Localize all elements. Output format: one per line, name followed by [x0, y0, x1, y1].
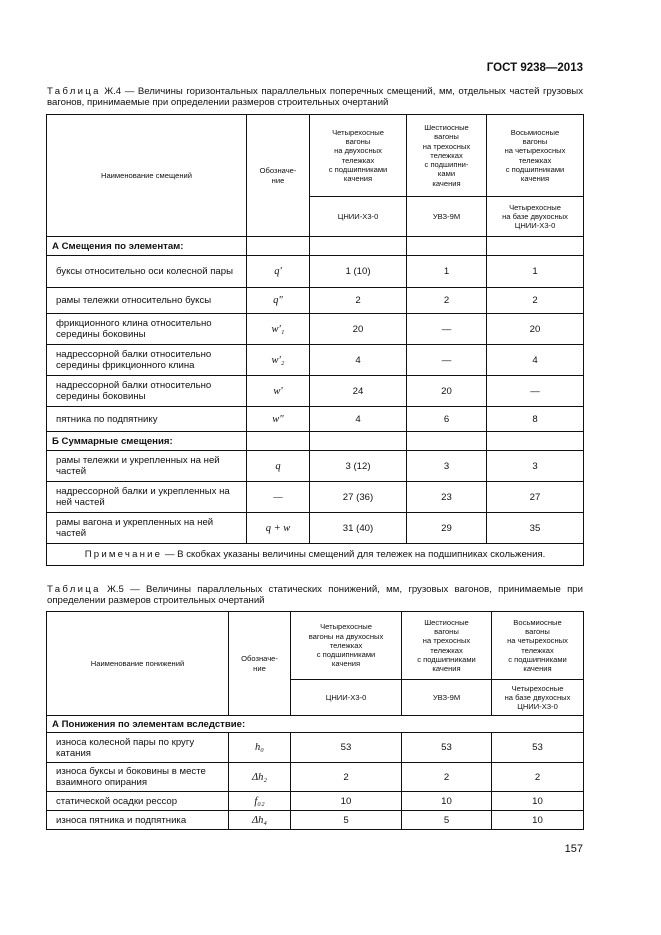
table-zh4: [46, 114, 584, 566]
row-value-1: 3 (12): [310, 451, 407, 482]
row-symbol: Δh₄: [229, 811, 291, 830]
row-value-2: 29: [407, 513, 487, 544]
row-symbol: —: [247, 482, 310, 513]
row-value-2: 53: [402, 733, 492, 763]
row-name: надрессорной балки относительно середины боковины: [47, 376, 247, 407]
row-value-3: 3: [487, 451, 584, 482]
table-row: [47, 256, 584, 288]
row-name: буксы относительно оси колесной пары: [47, 256, 247, 288]
table-row: [47, 376, 584, 407]
caption-label: Таблица: [47, 86, 101, 97]
table4-caption: [47, 86, 583, 108]
header-col3: Восьмиосные вагоны на четырехосных тележках с подшипниками качения: [487, 115, 584, 197]
subheader-col2: УВЗ-9М: [402, 680, 492, 716]
row-value-1: 31 (40): [310, 513, 407, 544]
row-symbol: q": [247, 288, 310, 314]
row-value-1: 4: [310, 407, 407, 432]
row-name: износа колесной пары по кругу катания: [47, 733, 229, 763]
row-name: фрикционного клина относительно середины боковины: [47, 314, 247, 345]
section-b: Б Суммарные смещения:: [47, 432, 247, 451]
page-number: 157: [564, 843, 583, 855]
subheader-col3: Четырехосные на базе двухосных ЦНИИ-Х3-0: [487, 197, 584, 237]
row-name: надрессорной балки относительно середины фрикционного клина: [47, 345, 247, 376]
row-value-2: 6: [407, 407, 487, 432]
section-a: А Смещения по элементам:: [47, 237, 247, 256]
row-value-3: 1: [487, 256, 584, 288]
row-value-2: 1: [407, 256, 487, 288]
header-col1: Четырехосные вагоны на двухосных тележках с подшипниками качения: [291, 612, 402, 680]
subheader-col1: ЦНИИ-Х3-0: [291, 680, 402, 716]
table-row: [47, 513, 584, 544]
header-col1: Четырехосные вагоны на двухосных тележках с подшипниками качения: [310, 115, 407, 197]
row-value-2: 3: [407, 451, 487, 482]
row-name: рамы тележки и укрепленных на ней частей: [47, 451, 247, 482]
table-row: [47, 451, 584, 482]
table-note: [47, 544, 584, 566]
subheader-col3: Четырехосные на базе двухосных ЦНИИ-Х3-0: [492, 680, 584, 716]
row-value-3: 10: [492, 792, 584, 811]
row-value-3: 20: [487, 314, 584, 345]
table-row: [47, 792, 584, 811]
row-symbol: f₀₂: [229, 792, 291, 811]
row-name: рамы вагона и укрепленных на ней частей: [47, 513, 247, 544]
row-value-3: 10: [492, 811, 584, 830]
row-value-2: 5: [402, 811, 492, 830]
subheader-col2: УВЗ-9М: [407, 197, 487, 237]
row-value-3: —: [487, 376, 584, 407]
row-symbol: w": [247, 407, 310, 432]
table5-caption: [47, 584, 583, 606]
row-value-3: 53: [492, 733, 584, 763]
row-symbol: q': [247, 256, 310, 288]
standard-number: ГОСТ 9238—2013: [486, 62, 583, 74]
table-row: [47, 345, 584, 376]
header-symbol: Обозначе- ние: [229, 612, 291, 716]
header-col2: Шестиосные вагоны на трехосных тележках с подшипниками качения: [402, 612, 492, 680]
row-value-3: 35: [487, 513, 584, 544]
subheader-col1: ЦНИИ-Х3-0: [310, 197, 407, 237]
row-value-3: 2: [492, 763, 584, 792]
row-value-3: 2: [487, 288, 584, 314]
row-value-3: 27: [487, 482, 584, 513]
table-row: [47, 811, 584, 830]
row-value-1: 20: [310, 314, 407, 345]
row-name: износа буксы и боковины в месте взаимного опирания: [47, 763, 229, 792]
section-a: А Понижения по элементам вследствие:: [47, 716, 584, 733]
header-name: Наименование понижений: [47, 612, 229, 716]
row-name: пятника по подпятнику: [47, 407, 247, 432]
table-row: [47, 482, 584, 513]
header-symbol: Обозначе- ние: [247, 115, 310, 237]
row-value-1: 24: [310, 376, 407, 407]
row-value-3: 4: [487, 345, 584, 376]
row-value-1: 27 (36): [310, 482, 407, 513]
row-value-1: 4: [310, 345, 407, 376]
header-col2: Шестиосные вагоны на трехосных тележках с подшипни- ками качения: [407, 115, 487, 197]
row-symbol: q + w: [247, 513, 310, 544]
table-row: [47, 314, 584, 345]
row-value-2: 2: [407, 288, 487, 314]
row-symbol: w'₁: [247, 314, 310, 345]
row-name: статической осадки рессор: [47, 792, 229, 811]
note-text: — В скобках указаны величины смещений для тележек на подшипниках скольжения.: [162, 549, 546, 560]
row-name: рамы тележки относительно буксы: [47, 288, 247, 314]
table-row: [47, 407, 584, 432]
row-value-1: 10: [291, 792, 402, 811]
row-name: износа пятника и подпятника: [47, 811, 229, 830]
row-value-2: —: [407, 314, 487, 345]
caption-text: Ж.4 — Величины горизонтальных параллельных поперечных смещений, мм, отдельных частей грузовых вагонов, принимаемые при определении размеров строительных очертаний: [47, 86, 583, 108]
row-value-2: 20: [407, 376, 487, 407]
row-value-1: 1 (10): [310, 256, 407, 288]
caption-label: Таблица: [47, 584, 101, 595]
row-symbol: h₀: [229, 733, 291, 763]
row-value-2: 10: [402, 792, 492, 811]
row-symbol: Δh₂: [229, 763, 291, 792]
table-row: [47, 288, 584, 314]
row-value-1: 2: [291, 763, 402, 792]
row-symbol: w': [247, 376, 310, 407]
row-value-3: 8: [487, 407, 584, 432]
table-row: [47, 733, 584, 763]
table-zh5: [46, 611, 584, 830]
header-col3: Восьмиосные вагоны на четырехосных тележках с подшипниками качения: [492, 612, 584, 680]
row-value-1: 2: [310, 288, 407, 314]
header-name: Наименование смещений: [47, 115, 247, 237]
row-value-1: 53: [291, 733, 402, 763]
row-name: надрессорной балки и укрепленных на ней частей: [47, 482, 247, 513]
caption-text: Ж.5 — Величины параллельных статических понижений, мм, грузовых вагонов, принимаемые при определении размеров строительных очертаний: [47, 584, 583, 606]
note-label: Примечание: [84, 549, 163, 560]
row-value-1: 5: [291, 811, 402, 830]
row-value-2: 2: [402, 763, 492, 792]
row-symbol: w'₂: [247, 345, 310, 376]
table-row: [47, 763, 584, 792]
row-symbol: q: [247, 451, 310, 482]
row-value-2: —: [407, 345, 487, 376]
row-value-2: 23: [407, 482, 487, 513]
